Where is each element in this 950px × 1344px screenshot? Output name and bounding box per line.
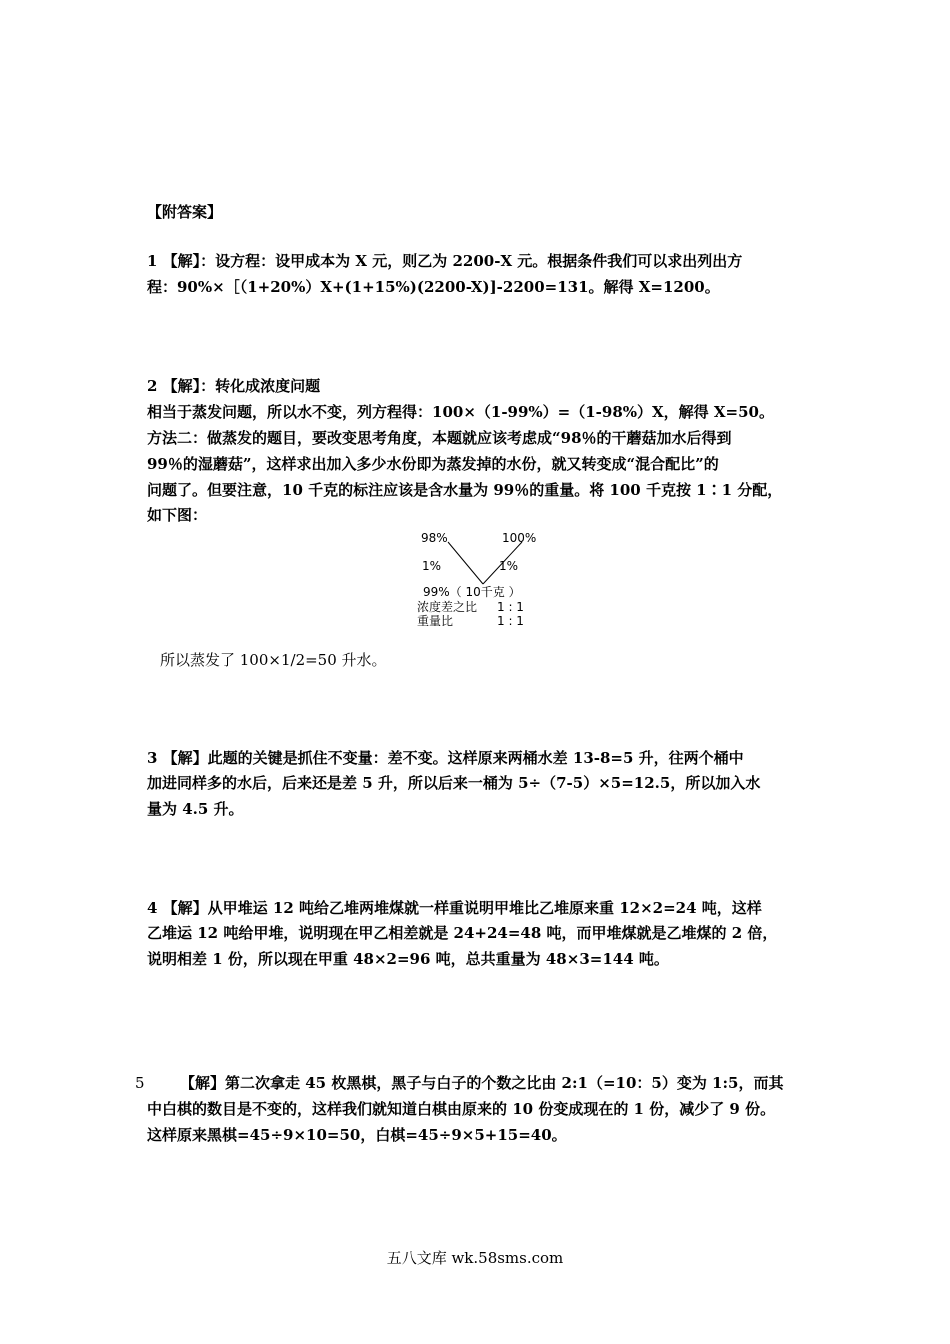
- page-footer: 五八文库 wk.58sms.com: [386, 1249, 564, 1267]
- answer-2-conclusion: 所以蒸发了 100×1/2=50 升水。: [160, 651, 387, 669]
- concentration-ratio-label: 浓度差之比: [417, 600, 478, 614]
- answer-5-number: 5: [135, 1074, 145, 1092]
- answer-4-line-3: 说明相差 1 份，所以现在甲重 48×2=96 吨，总共重量为 48×3=144 吨。: [147, 950, 669, 968]
- answer-5-line-3: 这样原来黑棋=45÷9×10=50，白棋=45÷9×5+15=40。: [147, 1126, 567, 1144]
- center-label: 99%（ 10千克 ）: [423, 585, 521, 599]
- answer-5-line-1: 【解】第二次拿走 45 枚黑棋，黑子与白子的个数之比由 2:1（=10：5）变为 1:5，而其: [180, 1074, 784, 1092]
- answer-3-line-3: 量为 4.5 升。: [147, 800, 244, 818]
- answer-4-line-2: 乙堆运 12 吨给甲堆，说明现在甲乙相差就是 24+24=48 吨，而甲堆煤就是乙堆煤的 2 倍，: [147, 924, 778, 942]
- right-top-label: 100%: [502, 531, 537, 545]
- weight-ratio-label: 重量比: [417, 614, 454, 628]
- answer-2-line-3: 方法二：做蒸发的题目，要改变思考角度，本题就应该考虑成“98％的干蘑菇加水后得到: [147, 429, 732, 447]
- answer-2-line-6: 如下图：: [147, 506, 208, 524]
- mixing-ratio-diagram: [416, 528, 546, 632]
- answer-2-line-1: 2 【解】：转化成浓度问题: [147, 377, 321, 395]
- left-top-label: 98%: [421, 531, 448, 545]
- right-diff-label: 1%: [499, 559, 519, 573]
- answer-heading: 【附答案】: [147, 203, 223, 221]
- answer-1-line-2: 程：90%×［（1+20%）X+(1+15%)(2200-X)]-2200=131。解得 X=1200。: [147, 278, 720, 296]
- answer-4-line-1: 4 【解】从甲堆运 12 吨给乙堆两堆煤就一样重说明甲堆比乙堆原来重 12×2=24 吨，这样: [147, 899, 762, 917]
- left-diff-label: 1%: [422, 559, 442, 573]
- answer-3-line-2: 加进同样多的水后，后来还是差 5 升，所以后来一桶为 5÷（7-5）×5=12.5，所以加入水: [147, 774, 761, 792]
- concentration-ratio-value: 1 : 1: [497, 600, 524, 614]
- answer-2-line-5: 问题了。但要注意，10 千克的标注应该是含水量为 99％的重量。将 100 千克按 1∶1 分配，: [147, 481, 783, 499]
- answer-1-line-1: 1 【解】：设方程：设甲成本为 X 元，则乙为 2200-X 元。根据条件我们可以求出列出方: [147, 252, 743, 270]
- weight-ratio-value: 1 : 1: [497, 614, 524, 628]
- answer-5-line-2: 中白棋的数目是不变的，这样我们就知道白棋由原来的 10 份变成现在的 1 份，减少了 9 份。: [147, 1100, 776, 1118]
- answer-2-line-4: 99％的湿蘑菇”，这样求出加入多少水份即为蒸发掉的水份，就又转变成“混合配比”的: [147, 455, 719, 473]
- answer-3-line-1: 3 【解】此题的关键是抓住不变量：差不变。这样原来两桶水差 13-8=5 升，往两个桶中: [147, 749, 744, 767]
- answer-2-line-2: 相当于蒸发问题，所以水不变，列方程得：100×（1-99%）=（1-98%）X，解得 X=50。: [147, 403, 774, 421]
